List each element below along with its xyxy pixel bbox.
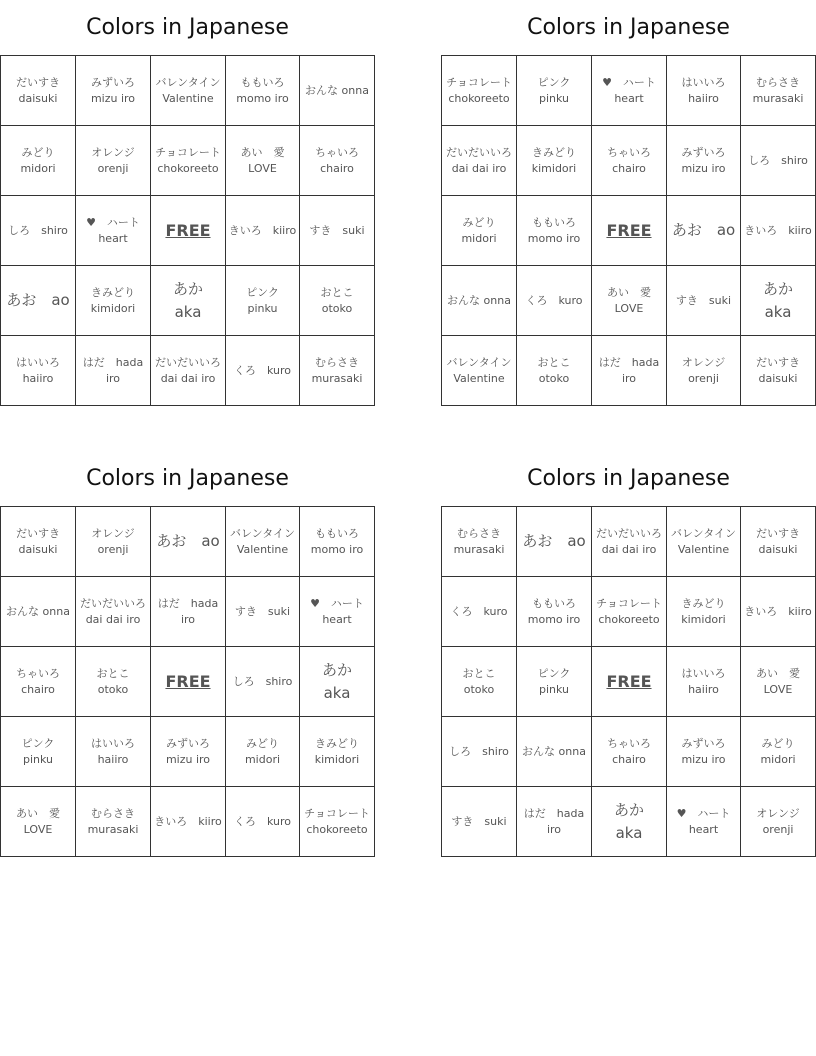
bingo-cell: [151, 577, 226, 647]
cell-line: daisuki: [758, 371, 798, 385]
cell-line: おんな onna: [6, 604, 70, 618]
cell-line: あい 愛: [607, 285, 651, 299]
cell-line: mizu iro: [90, 91, 136, 105]
cell-line: kimidori: [681, 612, 726, 626]
cell-line: pinku: [538, 91, 569, 105]
cell-line: otoko: [97, 682, 129, 696]
bingo-cell: [442, 196, 517, 266]
cell-line: オレンジ: [91, 145, 135, 159]
cell-line: チョコレート: [155, 145, 221, 159]
cell-line: mizu iro: [681, 161, 726, 175]
cell-line: あい 愛: [756, 666, 800, 680]
cell-line: チョコレート: [596, 596, 662, 610]
cell-line: だいだいいろ: [596, 526, 662, 540]
bingo-cell: [741, 717, 816, 787]
cell-line: midori: [20, 161, 56, 175]
cell-line: chairo: [320, 161, 354, 175]
cell-line: きみどり: [681, 596, 726, 610]
cell-line: あか: [321, 660, 352, 679]
cell-line: あい 愛: [16, 806, 60, 820]
cell-line: みどり: [246, 736, 279, 750]
cell-line: chokoreeto: [157, 161, 219, 175]
cell-line: バレンタイン: [155, 75, 221, 89]
cell-line: おとこ: [537, 355, 571, 369]
bingo-cell: [76, 647, 151, 717]
bingo-cell: [667, 647, 741, 717]
cell-line: はいいろ: [16, 355, 60, 369]
cell-line: おんな onna: [305, 83, 369, 97]
cell-line: すき suki: [675, 293, 732, 307]
cell-line: ピンク: [21, 736, 55, 750]
free-space: [592, 647, 667, 717]
bingo-cell: [76, 266, 151, 336]
cell-line: chokoreeto: [598, 612, 660, 626]
bingo-cell: [592, 56, 667, 126]
cell-line: あか: [762, 279, 793, 298]
bingo-cell: [741, 787, 816, 857]
bingo-cell: [226, 647, 300, 717]
cell-line: オレンジ: [91, 526, 135, 540]
cell-line: しろ shiro: [232, 674, 293, 688]
cell-line: ♥ ハート: [310, 596, 364, 610]
bingo-cell: [667, 126, 741, 196]
cell-line: aka: [174, 302, 202, 321]
cell-line: あお ao: [156, 532, 220, 550]
bingo-cell: [1, 126, 76, 196]
cell-line: kimidori: [531, 161, 577, 175]
cell-line: kimidori: [90, 301, 136, 315]
cell-line: iro: [105, 371, 121, 385]
bingo-cell: [1, 336, 76, 406]
bingo-cell: [151, 507, 226, 577]
cell-line: あか: [613, 800, 644, 819]
cell-line: むらさき: [315, 355, 359, 369]
cell-line: おとこ: [462, 666, 496, 680]
cell-line: くろ kuro: [525, 293, 583, 307]
cell-line: midori: [244, 752, 281, 766]
bingo-cell: [300, 56, 375, 126]
bingo-cell: [517, 507, 592, 577]
cell-line: バレンタイン: [670, 526, 737, 540]
cell-line: むらさき: [91, 806, 135, 820]
bingo-cell: [592, 577, 667, 647]
bingo-cell: [592, 336, 667, 406]
cell-line: ♥ ハート: [676, 806, 731, 820]
cell-line: あか: [172, 279, 203, 298]
bingo-cell: [1, 266, 76, 336]
card-title: Colors in Japanese: [86, 466, 289, 491]
cell-line: だいすき: [16, 526, 60, 540]
cell-line: Valentine: [453, 371, 505, 385]
cell-line: だいすき: [756, 526, 800, 540]
cell-line: murasaki: [311, 371, 363, 385]
cell-line: オレンジ: [681, 355, 726, 369]
cell-line: momo iro: [527, 231, 581, 245]
bingo-cell: [667, 577, 741, 647]
cell-line: FREE: [606, 671, 652, 691]
bingo-cell: [1, 787, 76, 857]
cell-line: pinku: [22, 752, 53, 766]
bingo-cell: [226, 787, 300, 857]
cell-line: heart: [322, 612, 352, 626]
bingo-cell: [517, 266, 592, 336]
bingo-cell: [1, 647, 76, 717]
bingo-cell: [300, 577, 375, 647]
cell-line: すき suki: [309, 223, 365, 237]
cell-line: はだ hada: [598, 355, 660, 369]
bingo-cell: [442, 336, 517, 406]
cell-line: FREE: [606, 220, 652, 240]
bingo-cell: [741, 196, 816, 266]
cell-line: はだ hada: [157, 596, 219, 610]
cell-line: heart: [614, 91, 644, 105]
bingo-cell: [517, 787, 592, 857]
bingo-cell: [741, 507, 816, 577]
bingo-cell: [1, 507, 76, 577]
cell-line: きみどり: [532, 145, 576, 159]
bingo-cell: [76, 126, 151, 196]
cell-line: LOVE: [763, 682, 793, 696]
cell-line: murasaki: [87, 822, 139, 836]
bingo-cell: [226, 56, 300, 126]
cell-line: Valentine: [162, 91, 214, 105]
bingo-card-3: [0, 451, 375, 857]
bingo-cell: [300, 507, 375, 577]
bingo-cell: [76, 507, 151, 577]
bingo-cell: [300, 717, 375, 787]
cell-line: はだ hada: [82, 355, 144, 369]
cell-line: みずいろ: [166, 736, 210, 750]
bingo-cell: [442, 126, 517, 196]
cell-line: きいろ kiiro: [154, 814, 222, 828]
cell-line: midori: [760, 752, 796, 766]
bingo-cell: [442, 507, 517, 577]
bingo-cell: [442, 647, 517, 717]
card-title: Colors in Japanese: [527, 466, 730, 491]
bingo-cell: [76, 717, 151, 787]
cell-line: みずいろ: [681, 145, 726, 159]
cell-line: ♥ ハート: [86, 215, 140, 229]
bingo-cell: [741, 56, 816, 126]
cell-line: murasaki: [453, 542, 505, 556]
bingo-cell: [667, 717, 741, 787]
bingo-cell: [667, 266, 741, 336]
bingo-grid: [441, 506, 816, 857]
cell-line: くろ kuro: [233, 814, 291, 828]
cell-line: otoko: [538, 371, 570, 385]
bingo-cell: [226, 507, 300, 577]
cell-line: heart: [98, 231, 128, 245]
cell-line: dai dai iro: [85, 612, 141, 626]
cell-line: LOVE: [23, 822, 53, 836]
bingo-cell: [226, 126, 300, 196]
cell-line: orenji: [688, 371, 719, 385]
bingo-cell: [1, 717, 76, 787]
cell-line: オレンジ: [756, 806, 800, 820]
bingo-cell: [442, 577, 517, 647]
bingo-cell: [741, 126, 816, 196]
cell-line: バレンタイン: [229, 526, 296, 540]
bingo-cell: [226, 717, 300, 787]
bingo-cell: [741, 577, 816, 647]
cell-line: aka: [323, 683, 351, 702]
cell-line: みずいろ: [681, 736, 726, 750]
cell-line: momo iro: [527, 612, 581, 626]
bingo-grid: [441, 55, 816, 406]
cell-line: すき suki: [234, 604, 291, 618]
bingo-grid: [0, 506, 375, 857]
cell-line: ピンク: [537, 75, 571, 89]
bingo-cell: [741, 266, 816, 336]
bingo-cell: [300, 266, 375, 336]
cell-line: momo iro: [310, 542, 364, 556]
cell-line: だいすき: [756, 355, 800, 369]
cell-line: daisuki: [758, 542, 798, 556]
bingo-cell: [76, 787, 151, 857]
free-space: [151, 647, 226, 717]
cell-line: Valentine: [236, 542, 289, 556]
cell-line: すき suki: [451, 814, 507, 828]
cell-line: だいだいいろ: [80, 596, 146, 610]
bingo-cell: [151, 56, 226, 126]
cell-line: みどり: [761, 736, 795, 750]
cell-line: ちゃいろ: [315, 145, 359, 159]
bingo-cell: [517, 336, 592, 406]
bingo-cell: [592, 717, 667, 787]
cell-line: otoko: [321, 301, 353, 315]
cell-line: あい 愛: [240, 145, 285, 159]
bingo-cell: [1, 56, 76, 126]
bingo-cell: [226, 196, 300, 266]
bingo-cell: [517, 126, 592, 196]
cell-line: chairo: [612, 161, 646, 175]
cell-line: haiiro: [688, 91, 719, 105]
bingo-cell: [667, 507, 741, 577]
cell-line: きいろ kiiro: [228, 223, 297, 237]
bingo-cell: [76, 56, 151, 126]
cell-line: ももいろ: [315, 526, 359, 540]
cell-line: きみどり: [315, 736, 359, 750]
bingo-cell: [151, 126, 226, 196]
bingo-cell: [517, 717, 592, 787]
cell-line: しろ shiro: [8, 223, 68, 237]
cell-line: はいいろ: [91, 736, 135, 750]
bingo-cell: [76, 196, 151, 266]
cell-line: chairo: [21, 682, 55, 696]
cell-line: haiiro: [97, 752, 129, 766]
cell-line: だいすき: [16, 75, 60, 89]
cell-line: ももいろ: [240, 75, 285, 89]
card-title: Colors in Japanese: [527, 15, 730, 40]
bingo-cell: [226, 266, 300, 336]
bingo-cell: [442, 787, 517, 857]
cell-line: FREE: [165, 671, 211, 691]
bingo-cell: [300, 196, 375, 266]
cell-line: dai dai iro: [451, 161, 507, 175]
bingo-card-1: [0, 0, 375, 406]
cell-line: iro: [546, 822, 562, 836]
bingo-cell: [151, 266, 226, 336]
bingo-cell: [741, 336, 816, 406]
cell-line: あお ao: [522, 532, 586, 550]
cell-line: otoko: [463, 682, 495, 696]
bingo-cell: [151, 717, 226, 787]
bingo-cell: [741, 647, 816, 717]
bingo-cell: [442, 266, 517, 336]
cell-line: みずいろ: [91, 75, 135, 89]
bingo-cell: [151, 787, 226, 857]
cell-line: だいだいいろ: [155, 355, 221, 369]
cell-line: あお ao: [6, 291, 70, 309]
cell-line: murasaki: [752, 91, 804, 105]
bingo-cell: [300, 336, 375, 406]
bingo-cell: [442, 56, 517, 126]
bingo-cell: [300, 126, 375, 196]
cell-line: ピンク: [537, 666, 571, 680]
cell-line: orenji: [762, 822, 794, 836]
cell-line: iro: [621, 371, 637, 385]
cell-line: aka: [615, 823, 643, 842]
free-space: [151, 196, 226, 266]
bingo-cell: [517, 647, 592, 717]
cell-line: orenji: [97, 542, 129, 556]
cell-line: みどり: [21, 145, 55, 159]
bingo-card-4: [441, 451, 816, 857]
cell-line: きみどり: [91, 285, 135, 299]
bingo-cell: [517, 196, 592, 266]
cell-line: しろ shiro: [748, 153, 808, 167]
cell-line: ちゃいろ: [607, 145, 651, 159]
cell-line: むらさき: [457, 526, 501, 540]
cell-line: mizu iro: [681, 752, 726, 766]
cell-line: ももいろ: [532, 596, 576, 610]
cell-line: haiiro: [22, 371, 54, 385]
bingo-cell: [667, 56, 741, 126]
cell-line: aka: [764, 302, 792, 321]
cell-line: くろ kuro: [450, 604, 508, 618]
cell-line: LOVE: [248, 161, 277, 175]
cell-line: バレンタイン: [446, 355, 512, 369]
bingo-cell: [151, 336, 226, 406]
bingo-cell: [226, 577, 300, 647]
cell-line: ももいろ: [532, 215, 576, 229]
cell-line: iro: [180, 612, 196, 626]
cell-line: Valentine: [677, 542, 730, 556]
cell-line: dai dai iro: [601, 542, 657, 556]
bingo-cell: [592, 787, 667, 857]
bingo-cell: [1, 577, 76, 647]
cell-line: orenji: [97, 161, 129, 175]
cell-line: だいだいいろ: [446, 145, 512, 159]
cell-line: チョコレート: [446, 75, 512, 89]
cell-line: ピンク: [246, 285, 279, 299]
bingo-grid: [0, 55, 375, 406]
bingo-cell: [667, 787, 741, 857]
cell-line: kimidori: [314, 752, 360, 766]
cell-line: daisuki: [18, 91, 58, 105]
cell-line: おんな onna: [522, 744, 586, 758]
cell-line: ♥ ハート: [602, 75, 656, 89]
cell-line: pinku: [538, 682, 569, 696]
cell-line: チョコレート: [304, 806, 370, 820]
cell-line: むらさき: [756, 75, 800, 89]
cell-line: きいろ kiiro: [744, 604, 812, 618]
cell-line: ちゃいろ: [16, 666, 60, 680]
cell-line: chokoreeto: [448, 91, 510, 105]
cell-line: heart: [688, 822, 719, 836]
cell-line: LOVE: [614, 301, 644, 315]
bingo-cell: [517, 577, 592, 647]
bingo-cell: [442, 717, 517, 787]
bingo-cell: [592, 266, 667, 336]
cell-line: dai dai iro: [160, 371, 216, 385]
cell-line: chokoreeto: [306, 822, 368, 836]
cell-line: mizu iro: [165, 752, 211, 766]
bingo-card-2: [441, 0, 816, 406]
free-space: [592, 196, 667, 266]
bingo-cell: [667, 336, 741, 406]
bingo-cell: [592, 126, 667, 196]
cell-line: おんな onna: [447, 293, 511, 307]
cell-line: daisuki: [18, 542, 58, 556]
bingo-cell: [300, 647, 375, 717]
cell-line: おとこ: [96, 666, 130, 680]
cell-line: あお ao: [671, 221, 736, 239]
bingo-cell: [517, 56, 592, 126]
cell-line: haiiro: [688, 682, 719, 696]
cell-line: momo iro: [236, 91, 289, 105]
cell-line: くろ kuro: [233, 363, 291, 377]
cell-line: みどり: [462, 215, 496, 229]
cell-line: chairo: [612, 752, 646, 766]
cell-line: きいろ kiiro: [744, 223, 812, 237]
cell-line: FREE: [165, 220, 211, 240]
cell-line: しろ shiro: [449, 744, 509, 758]
bingo-cell: [667, 196, 741, 266]
bingo-cell: [76, 336, 151, 406]
bingo-cell: [76, 577, 151, 647]
cell-line: おとこ: [320, 285, 354, 299]
bingo-cell: [1, 196, 76, 266]
bingo-cell: [226, 336, 300, 406]
card-title: Colors in Japanese: [86, 15, 289, 40]
bingo-cell: [300, 787, 375, 857]
cell-line: はだ hada: [523, 806, 585, 820]
cell-line: ちゃいろ: [607, 736, 651, 750]
cell-line: はいいろ: [681, 75, 726, 89]
bingo-cell: [592, 507, 667, 577]
cell-line: pinku: [247, 301, 278, 315]
cell-line: midori: [461, 231, 497, 245]
cell-line: はいいろ: [681, 666, 726, 680]
